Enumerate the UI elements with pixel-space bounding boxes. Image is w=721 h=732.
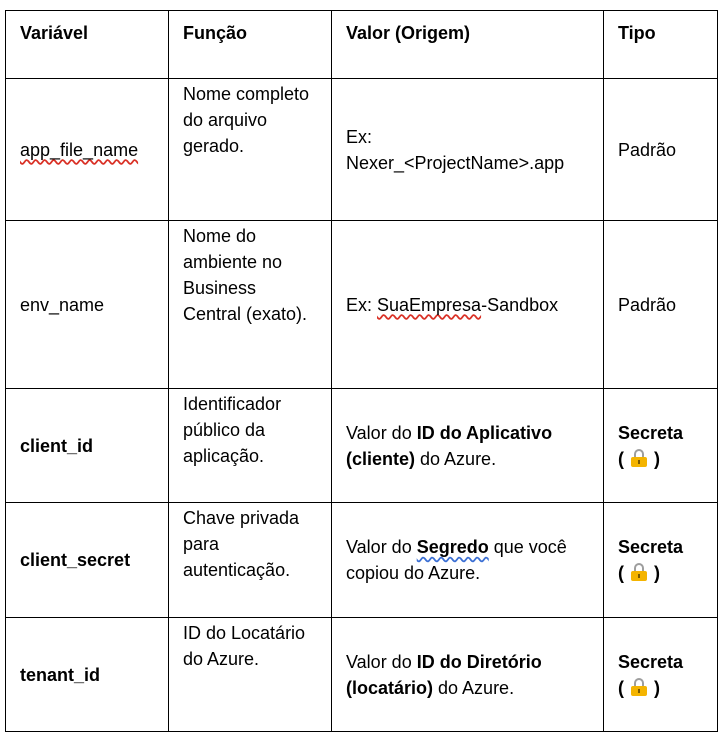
variable-cell: client_secret (6, 503, 169, 618)
value-cell: Ex: SuaEmpresa-Sandbox (332, 221, 604, 389)
type-cell: Padrão (604, 221, 718, 389)
table-row (6, 79, 718, 221)
table-row (6, 503, 718, 618)
value-line: Nexer_<ProjectName>.app (346, 152, 565, 173)
table-row (6, 221, 718, 389)
value-highlight: ID do Diretório (locatário) (346, 651, 542, 698)
type-cell: Padrão (604, 79, 718, 221)
variable-cell: env_name (6, 221, 169, 389)
type-label: Secreta (618, 537, 684, 557)
variable-cell: client_id (6, 389, 169, 503)
value-line: Ex: (346, 126, 373, 147)
value-highlight: Segredo (416, 537, 489, 557)
type-cell: Secreta ( ) (604, 389, 718, 503)
lock-icon (631, 678, 647, 696)
header-variable: Variável (6, 11, 169, 79)
misspelled-word: SuaEmpresa (377, 294, 482, 315)
variable-cell: tenant_id (6, 618, 169, 732)
table-row (6, 618, 718, 732)
function-cell: Identificador público da aplicação. (169, 389, 332, 503)
variable-cell (6, 79, 169, 221)
header-value: Valor (Origem) (332, 11, 604, 79)
table-row (6, 389, 718, 503)
header-function: Função (169, 11, 332, 79)
function-cell: Nome do ambiente no Business Central (exato). (169, 221, 332, 389)
type-cell: Secreta ( ) (604, 503, 718, 618)
value-cell: Valor do ID do Aplicativo (cliente) do Azure. (332, 389, 604, 503)
lock-icon (631, 563, 647, 581)
function-cell: Nome completo do arquivo gerado. (169, 79, 332, 221)
table-header-row (6, 11, 718, 79)
lock-icon (631, 449, 647, 467)
value-highlight: ID do Aplicativo (cliente) (346, 422, 553, 469)
value-cell: Valor do Segredo que você copiou do Azure. (332, 503, 604, 618)
variable-name: app_file_name (20, 139, 139, 160)
function-cell: ID do Locatário do Azure. (169, 618, 332, 732)
variables-table (5, 10, 718, 732)
type-label: Secreta (618, 422, 684, 443)
type-cell: Secreta ( ) (604, 618, 718, 732)
function-cell: Chave privada para autenticação. (169, 503, 332, 618)
value-cell: Valor do ID do Diretório (locatário) do Azure. (332, 618, 604, 732)
header-type: Tipo (604, 11, 718, 79)
value-cell (332, 79, 604, 221)
type-label: Secreta (618, 651, 684, 672)
